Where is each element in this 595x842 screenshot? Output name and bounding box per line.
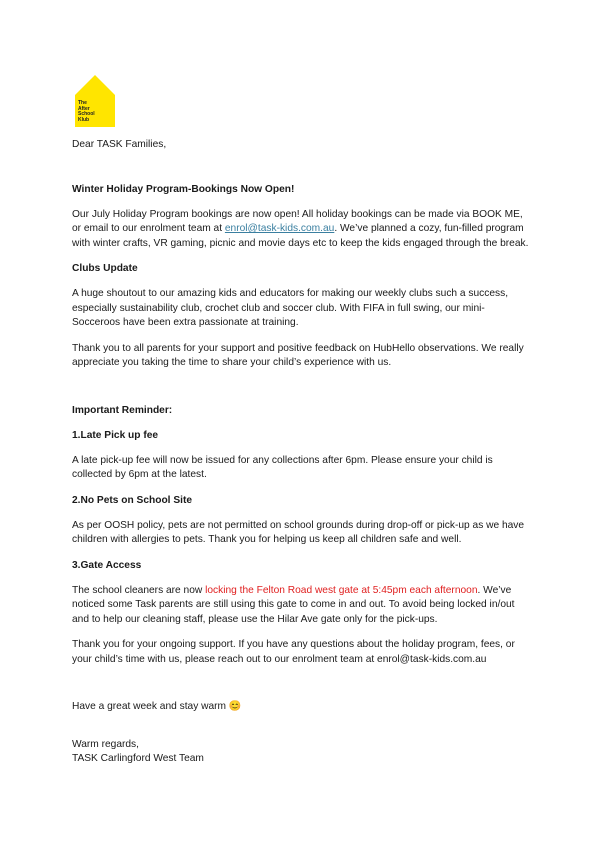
thanks-parents-paragraph: Thank you to all parents for your support and positive feedback on HubHello observations. We really appreciate you taking the time to share your child’s experience with us. <box>72 342 524 368</box>
gate-access-heading: 3.Gate Access <box>72 559 142 571</box>
letter-body <box>72 138 532 767</box>
closing-thanks: Thank you for your ongoing support. If you have any questions about the holiday program, fees, or your child’s time with us, please reach out to our enrolment team at enrol@task-kids.com.au <box>72 639 515 665</box>
logo-line: After <box>78 105 90 112</box>
regards: Warm regards, <box>72 738 139 750</box>
wish-text: Have a great week and stay warm <box>72 701 229 712</box>
greeting: Dear TASK Families, <box>72 139 167 150</box>
gate-highlight: locking the Felton Road west gate at 5:45pm each afternoon <box>205 584 478 596</box>
late-pickup-heading: 1.Late Pick up fee <box>72 429 159 441</box>
team-signature: TASK Carlingford West Team <box>72 753 204 764</box>
smile-emoji-icon: 😊 <box>228 701 242 712</box>
after-school-klub-logo <box>75 75 115 127</box>
enrol-email-link[interactable]: enrol@task-kids.com.au <box>224 223 335 234</box>
winter-text: Our July Holiday Program bookings are now open! All holiday bookings can be made via BOOK ME, or email to our enrolment team at <box>72 208 523 234</box>
logo-line: School <box>78 111 95 118</box>
logo-text <box>78 101 95 123</box>
closing-wish <box>72 700 532 715</box>
gate-text: The school cleaners are now <box>72 584 206 596</box>
no-pets-text: As per OOSH policy, pets are not permitted on school grounds during drop-off or pick-up as we have children with allergies to pets. Thank you for helping us keep all children safe and well. <box>72 519 525 545</box>
reminder-heading: Important Reminder: <box>72 404 173 416</box>
no-pets-heading: 2.No Pets on School Site <box>72 494 193 506</box>
logo-line: Klub <box>78 116 90 123</box>
winter-text-end: . We’ve planned a cozy, fun-filled program with winter crafts, VR gaming, picnic and movie days etc to keep the kids engaged through the break. <box>72 223 529 249</box>
winter-heading: Winter Holiday Program-Bookings Now Open! <box>72 183 295 195</box>
winter-paragraph <box>72 208 532 252</box>
gate-access-paragraph <box>72 584 532 628</box>
logo-line: The <box>78 100 87 106</box>
clubs-heading: Clubs Update <box>72 263 138 274</box>
gate-text-end: . We’ve noticed some Task parents are still using this gate to come in and out. To avoid being locked in/out and to help our cleaning staff, please use the Hilar Ave gate only for the pick-ups. <box>72 584 515 625</box>
late-pickup-text: A late pick-up fee will now be issued for any collections after 6pm. Please ensure your child is collected by 6pm at the latest. <box>72 454 493 480</box>
clubs-paragraph: A huge shoutout to our amazing kids and educators for making our weekly clubs such a success, especially sustainability club, crochet club and soccer club. With FIFA in full swing, our mini-Socceroos have been extra passionate at training. <box>72 288 509 328</box>
